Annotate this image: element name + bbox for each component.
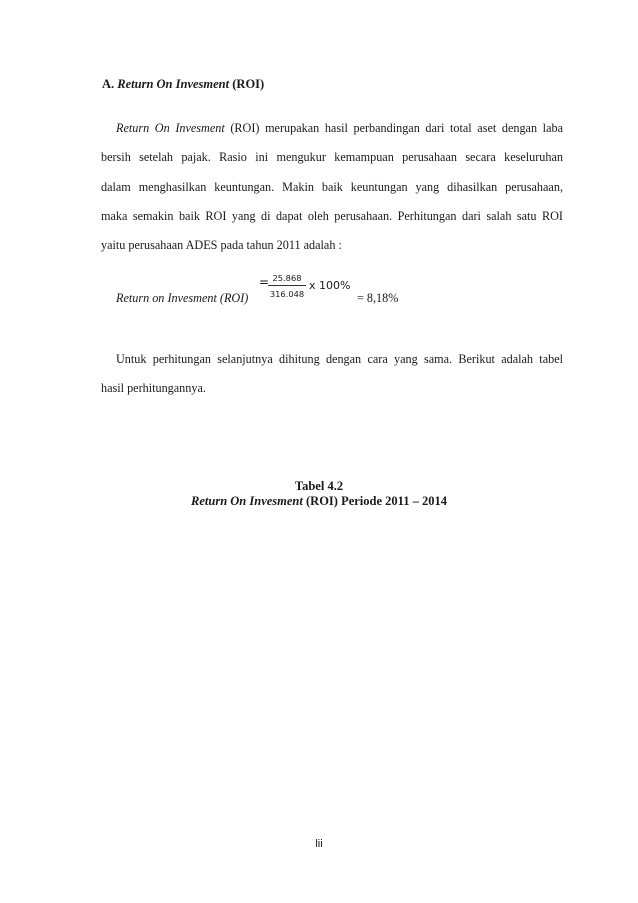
formula-fraction	[268, 272, 306, 300]
formula-multiplier: x 100%	[309, 279, 351, 292]
paragraph-text: (ROI) merupakan hasil perbandingan dari total aset dengan laba	[224, 121, 563, 135]
paragraph-line	[116, 121, 563, 136]
paragraph-line: hasil perhitungannya.	[101, 381, 206, 395]
section-letter: A.	[102, 77, 115, 91]
section-title-italic: Return On Invesment	[117, 77, 230, 91]
formula-result: = 8,18%	[357, 291, 399, 305]
paragraph-line: bersih setelah pajak. Rasio ini mengukur kemampuan perusahaan secara keseluruhan	[101, 150, 563, 164]
table-title-rest: (ROI) Periode 2011 – 2014	[302, 494, 447, 508]
paragraph-line: yaitu perusahaan ADES pada tahun 2011 adalah :	[101, 238, 342, 252]
formula-numerator: 25.868	[272, 273, 302, 283]
table-title	[0, 494, 638, 509]
paragraph-line: Untuk perhitungan selanjutnya dihitung dengan cara yang sama. Berikut adalah tabel	[116, 352, 563, 366]
table-number: Tabel 4.2	[294, 479, 344, 493]
section-heading	[102, 77, 264, 92]
table-title-italic: Return On Invesment	[191, 494, 303, 508]
fraction-bar	[268, 285, 306, 286]
formula-denominator: 316.048	[269, 289, 305, 299]
formula-equals: =	[259, 275, 270, 289]
paragraph-line: maka semakin baik ROI yang di dapat oleh perusahaan. Perhitungan dari salah satu ROI	[101, 209, 563, 223]
section-title-suffix: (ROI)	[232, 77, 265, 91]
paragraph-line: dalam menghasilkan keuntungan. Makin baik keuntungan yang dihasilkan perusahaan,	[101, 180, 563, 194]
formula-label: Return on Invesment (ROI)	[116, 291, 249, 305]
page-number: lii	[315, 838, 323, 850]
term-italic: Return On Invesment	[116, 121, 225, 135]
